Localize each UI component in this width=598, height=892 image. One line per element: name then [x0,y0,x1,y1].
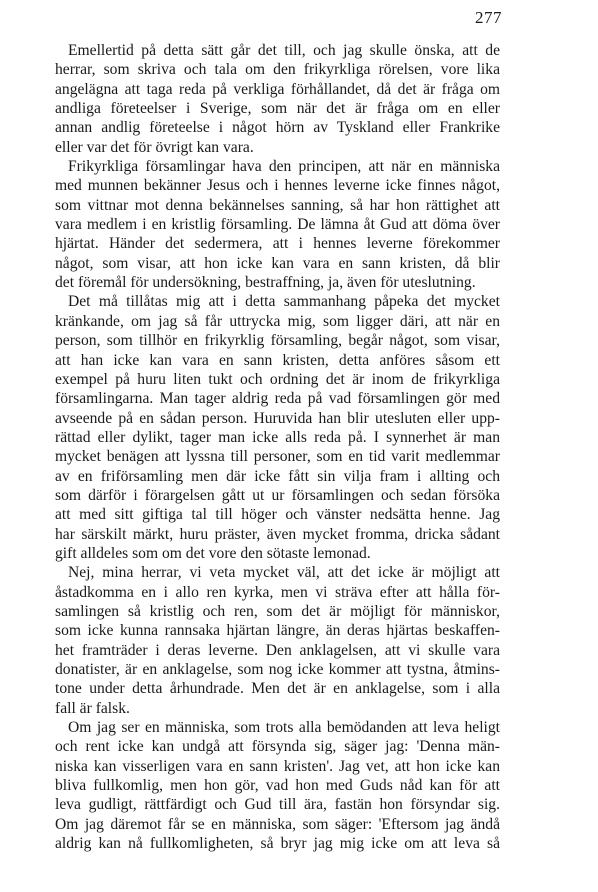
paragraph [55,157,500,292]
text-line: leva gudligt, rättfärdigt och Gud till ära, fastän hon försyndar sig. [55,796,500,814]
text-line: något, som visar, att hon icke kan vara en sann kristen, då blir [55,254,500,272]
text-line: angelägna att taga reda på verkliga förhållandet, då det är fråga om [55,80,500,98]
text-line: mycket benägen att lyssna till personer, som en tid varit medlemmar [55,448,500,466]
text-line: eller var det för övrigt kan vara. [55,138,254,156]
text-line: aldrig kan nå fullkomligheten, så bryr jag mig icke om att leva så [55,835,500,853]
text-line: samlingen så kristlig och ren, som det är möjligt för människor, [55,602,500,620]
text-line: person, som tillhör en frikyrklig församling, begår något, som visar, [55,332,500,350]
text-line: niska kan visserligen vara en sann kristen'. Jag vet, att hon icke kan [55,757,500,775]
text-line: exempel på huru liten tukt och ordning det är inom de frikyrkliga [55,370,500,388]
text-line: att han icke kan vara en sann kristen, detta anföres såsom ett [55,351,500,369]
text-line: Nej, mina herrar, vi veta mycket väl, att det icke är möjligt att [68,564,500,582]
text-line: Emellertid på detta sätt går det till, och jag skulle önska, att de [68,42,500,59]
paragraph [55,563,500,718]
text-line: församlingarna. Man tager aldrig reda på vad församlingen gör med [55,390,500,408]
paragraph [55,718,500,853]
text-line: Om jag ser en människa, som trots alla bemödanden att leva heligt [68,719,500,737]
text-line: avseende på en sådan person. Huruvida han blir utesluten eller upp- [55,409,500,427]
text-line: Om jag däremot får se en människa, som säger: 'Eftersom jag ändå [55,815,500,833]
text-line: vara medlem i en kristlig församling. De lämna åt Gud att döma över [55,216,500,234]
text-line: bliva fullkomlig, men hon gör, vad hon med Guds nåd kan för att [55,777,500,795]
text-line: donatister, är en anklagelse, som nog icke kommer att tystna, åtmins- [55,661,500,678]
text-line: rättad eller dylikt, tager man icke alls reda på. I synnerhet är man [55,428,500,446]
text-line: att med sitt giftiga tal till höger och vänster nedsätta henne. Jag [55,506,500,524]
text-line: herrar, som skriva och tala om den frikyrkliga rörelsen, vore lika [55,61,500,79]
text-line: andliga företeelser i Sverige, som när det är fråga om en eller [55,100,500,118]
paragraph [55,292,500,563]
text-line: som icke kunna rannsaka hjärtan längre, än deras hjärtas beskaffen- [55,622,500,640]
text-line: med munnen bekänner Jesus och i hennes leverne icke finnes något, [55,177,500,195]
text-line: tone under detta århundrade. Men det är en anklagelse, som i alla [55,680,500,698]
text-line: fall är falsk. [55,699,130,717]
page-number: 277 [475,8,502,27]
text-line: av en friförsamling men där icke fått sin vilja fram i allting och [55,467,500,485]
text-line: hjärtat. Händer det sedermera, att i hennes leverne förekommer [55,235,500,253]
text-line: har särskilt märkt, huru präster, även mycket fromma, dricka sådant [55,525,500,543]
text-line: annan andlig företeelse i något hörn av Tyskland eller Frankrike [55,119,500,137]
body-text [55,41,500,853]
text-line: åstadkomma en i allo ren kyrka, men vi sträva efter att hålla för- [55,583,500,601]
text-line: det föremål för undersökning, bestraffning, ja, även för uteslutning. [55,274,476,292]
text-line: het framträder i deras leverne. Den anklagelsen, att vi skulle vara [55,641,500,659]
text-line: och rent icke kan undgå att försynda sig, säger jag: 'Denna män- [55,738,500,756]
text-line: kränkande, om jag så får uttrycka mig, som ligger däri, att när en [55,312,500,330]
text-line: som vittnar mot denna bekännelses sanning, så har hon rättighet att [55,196,500,214]
text-line: gift alldeles som om det vore den sötaste lemonad. [55,544,371,562]
text-line: Frikyrkliga församlingar hava den principen, att när en människa [68,158,500,176]
text-line: Det må tillåtas mig att i detta sammanhang påpeka det mycket [68,293,500,311]
paragraph [55,41,500,157]
text-line: som därför i förargelsen gått ut ur församlingen och sedan försöka [55,486,500,504]
